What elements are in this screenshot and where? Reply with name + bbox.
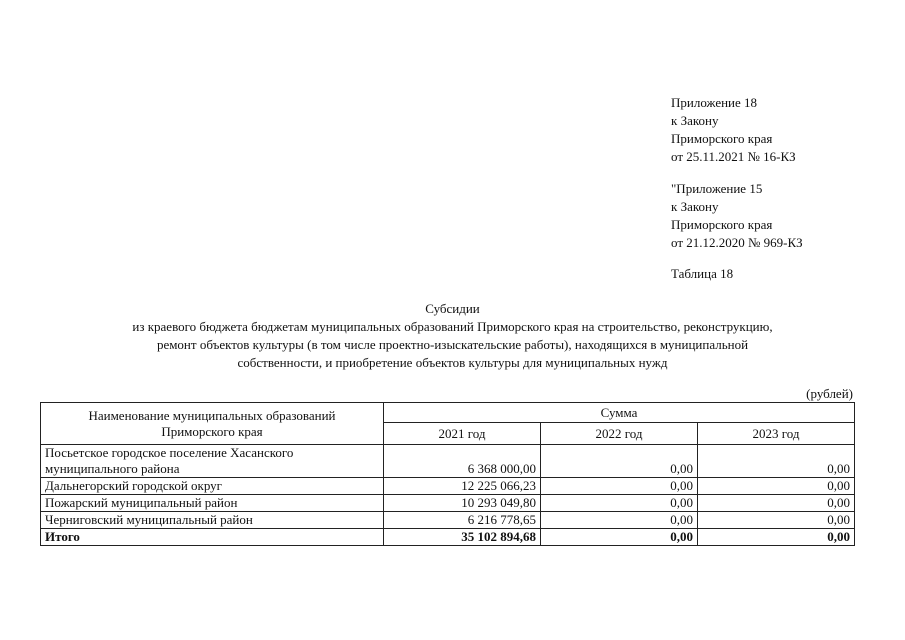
municipality-name: [41, 445, 384, 478]
sum-header: Сумма: [384, 403, 855, 423]
amount-2023: 0,00: [698, 445, 855, 478]
title-line: ремонт объектов культуры (в том числе проектно-изыскательские работы), находящихся в муниципальной: [156, 337, 749, 352]
header-text: Приморского края: [161, 423, 263, 439]
amount-2023: 0,00: [698, 512, 855, 529]
year-header: 2023 год: [698, 423, 855, 445]
name-column-header: [41, 403, 384, 445]
municipality-name: Дальнегорский городской округ: [41, 478, 384, 495]
total-2023: 0,00: [698, 529, 855, 546]
total-label: Итого: [41, 529, 384, 546]
title-line: из краевого бюджета бюджетам муниципальных образований Приморского края на строительство, реконструкцию,: [132, 319, 773, 334]
amount-2021: 10 293 049,80: [384, 495, 541, 512]
amount-2021: 12 225 066,23: [384, 478, 541, 495]
amount-2022: 0,00: [541, 445, 698, 478]
header-line: к Закону: [671, 199, 719, 214]
amount-2023: 0,00: [698, 495, 855, 512]
municipality-name: Черниговский муниципальный район: [41, 512, 384, 529]
total-2022: 0,00: [541, 529, 698, 546]
year-header: 2021 год: [384, 423, 541, 445]
table-row: [41, 445, 855, 478]
amount-2022: 0,00: [541, 478, 698, 495]
title-line: Субсидии: [425, 301, 480, 316]
header-line: от 25.11.2021 № 16-КЗ: [671, 149, 796, 164]
subsidies-table: [40, 402, 855, 546]
header-text: Наименование муниципальных образований: [88, 407, 336, 423]
header-line: к Закону: [671, 113, 719, 128]
amount-2021: 6 216 778,65: [384, 512, 541, 529]
header-line: Приложение 18: [671, 95, 758, 110]
appendix-18-header: [671, 94, 891, 166]
name-line: Посьетское городское поселение Хасанского: [45, 445, 294, 460]
appendix-15-header: [671, 180, 891, 252]
table-row: [41, 478, 855, 495]
municipality-name: Пожарский муниципальный район: [41, 495, 384, 512]
header-line: Приморского края: [671, 131, 773, 146]
header-line: Приморского края: [671, 217, 773, 232]
year-header: 2022 год: [541, 423, 698, 445]
amount-2021: 6 368 000,00: [384, 445, 541, 478]
header-line: от 21.12.2020 № 969-КЗ: [671, 235, 803, 250]
total-row: [41, 529, 855, 546]
name-line: муниципального района: [45, 461, 180, 476]
amount-2023: 0,00: [698, 478, 855, 495]
table-row: [41, 512, 855, 529]
amount-2022: 0,00: [541, 495, 698, 512]
amount-2022: 0,00: [541, 512, 698, 529]
title-line: собственности, и приобретение объектов культуры для муниципальных нужд: [237, 355, 668, 370]
units-label: (рублей): [806, 386, 853, 401]
table-row: [41, 495, 855, 512]
table-number: Таблица 18: [671, 266, 734, 281]
total-2021: 35 102 894,68: [384, 529, 541, 546]
document-title: [40, 300, 865, 372]
header-line: "Приложение 15: [671, 181, 763, 196]
